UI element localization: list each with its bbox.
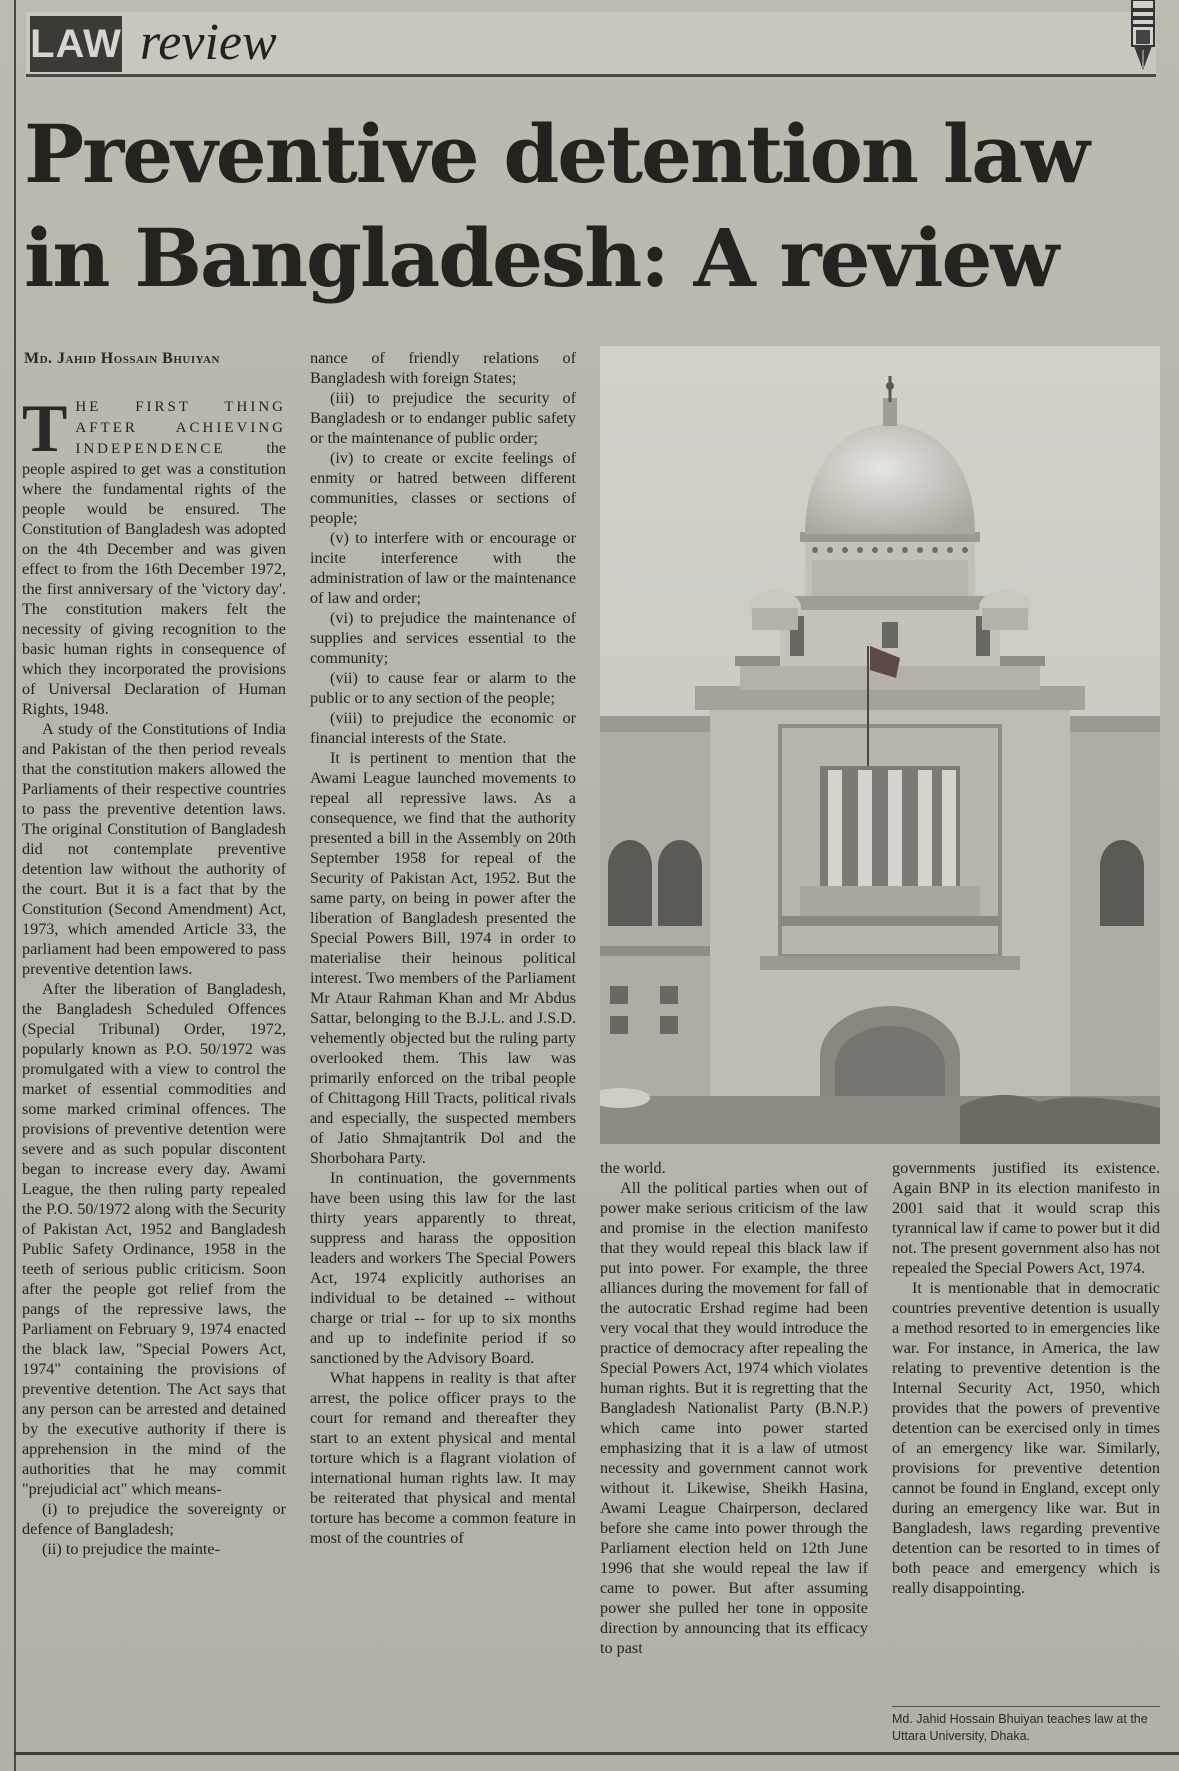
text-column-2 (310, 348, 576, 1548)
author-note: Md. Jahid Hossain Bhuiyan teaches law at the Uttara University, Dhaka. (892, 1706, 1160, 1745)
supreme-court-photo (600, 346, 1160, 1144)
lead-rest: the people aspired to get was a constitution where the fundamental rights of the people would be ensured. The Constitution of Bangladesh was adopted on the 4th December and was given effect to from the 16th December 1972, the first anniversary of the 'victory day'. The constitution makers felt the necessity of giving recognition to the basic human rights in consequence of which they incorporated the provisions of Universal Declaration of Human Rights, 1948. (22, 439, 286, 718)
bottom-rule (14, 1752, 1179, 1755)
paragraph: It is mentionable that in democratic countries preventive detention is usually a method resorted to in emergencies like war. For instance, in America, the law relating to preventive detention is the Internal Security Act, 1950, which provides that the powers of preventive detention can be exercised only in times of an emergency like war. Similarly, provisions for preventive detention cannot be found in England, except only during an emergency like war. But in Bangladesh, laws regarding preventive detention can be resorted to in times of both peace and emergency which is really disappointing. (892, 1279, 1160, 1597)
section-word: review (140, 14, 277, 71)
text-column-3 (600, 1158, 868, 1658)
left-column-rule (14, 0, 16, 1771)
lead-words: HE FIRST THING AFTER ACHIEVING INDEPENDENCE (75, 399, 286, 457)
list-item: (iii) to prejudice the security of Bangladesh or to endanger public safety or the maintenance of public order; (310, 389, 576, 447)
drop-cap: T (22, 390, 68, 466)
list-item-continued: nance of friendly relations of Bangladesh with foreign States; (310, 349, 576, 387)
paragraph: In continuation, the governments have been using this law for the last thirty years apparently to threat, suppress and harass the opposition leaders and workers The Special Powers Act, 1974 explicitly authorises an individual to be detained -- without charge or trial -- for up to six months and up to indefinite period if so sanctioned by the Advisory Board. (310, 1169, 576, 1367)
article-headline: Preventive detention law in Bangladesh: A review (24, 107, 1088, 305)
building-illustration (600, 346, 1160, 1144)
paragraph-continued: governments justified its existence. Again BNP in its election manifesto in 2001 said that it would scrap this tyrannical law if came to power but it did not. The present government also has not repealed the Special Powers Act, 1974. (892, 1159, 1160, 1277)
fountain-pen-icon (1124, 0, 1162, 72)
list-item: (v) to interfere with or encourage or incite interference with the administration of law or the maintenance of law and order; (310, 529, 576, 607)
list-item: (vi) to prejudice the maintenance of supplies and services essential to the community; (310, 609, 576, 667)
lead-paragraph (22, 390, 286, 719)
paragraph-continued: the world. (600, 1159, 666, 1177)
paragraph: A study of the Constitutions of India and Pakistan of the then period reveals that the constitution makers allowed the Parliaments of their respective countries to pass the preventive detention laws. The original Constitution of Bangladesh did not contemplate preventive detention law without the authority of the court. But it is a fact that by the Constitution (Second Amendment) Act, 1973, which amended Article 33, the parliament had been empowered to pass preventive detention laws. (22, 720, 286, 978)
text-column-1 (22, 390, 286, 1559)
paragraph: All the political parties when out of power make serious criticism of the law and promise in the election manifesto that they would repeal this black law if put into power. For example, the three alliances during the movement for fall of the autocratic Ershad regime had been very vocal that they would introduce the practice of democracy after repealing the Special Powers Act, 1974 which violates human rights. But it is regretting that the Bangladesh Nationalist Party (B.N.P.) which came into power started emphasizing that it is a law of utmost necessity and government cannot work without it. Likewise, Sheikh Hasina, Awami League Chairperson, declared before she came into power through the Parliament election held on 12th June 1996 that she would repeal the law if came to power. But after assuming power she pulled her tone in opposite direction by announcing that its efficacy to past (600, 1179, 868, 1657)
list-item: (ii) to prejudice the mainte- (42, 1540, 220, 1558)
list-item: (iv) to create or excite feelings of enmity or hatred between different communities, classes or sections of people; (310, 449, 576, 527)
byline: Md. Jahid Hossain Bhuiyan (24, 350, 220, 367)
paragraph: It is pertinent to mention that the Awami League launched movements to repeal all repressive laws. As a consequence, we find that the authority presented a bill in the Assembly on 20th September 1958 for repeal of the Security of Pakistan Act, 1952. But the same party, on being in power after the liberation of Bangladesh presented the Special Powers Bill, 1974 in order to materialise their heinous political interest. Two members of the Parliament Mr Ataur Rahman Khan and Mr Abdus Sattar, belonging to the B.J.L. and J.S.D. vehemently objected but the ruling party overlooked them. This law was primarily enforced on the tribal people of Chittagong Hill Tracts, political rivals and especially, the suspected members of Jatio Shmajtantrik Dol and the Shorbohara Party. (310, 749, 576, 1167)
section-tag: LAW (30, 16, 122, 72)
list-item: (i) to prejudice the sovereignty or defence of Bangladesh; (22, 1500, 286, 1538)
paragraph: What happens in reality is that after arrest, the police officer prays to the court for remand and thereafter they start to an extent physical and mental torture which is a flagrant violation of international human rights law. It may be reiterated that physical and mental torture has become a common feature in most of the countries of (310, 1369, 576, 1547)
paragraph: After the liberation of Bangladesh, the Bangladesh Scheduled Offences (Special Tribunal) Order, 1972, popularly known as P.O. 50/1972 was promulgated with a view to control the market of essential commodities and some marked criminal offences. The provisions of preventive detention were severe and as such popular discontent began to increase every day. Awami League, the then ruling party repealed the P.O. 50/1972 along with the Security of Pakistan Act, 1952 and Bangladesh Public Safety Ordinance, 1958 in the teeth of serious public criticism. Soon after the people got relief from the pangs of the repressive laws, the Parliament on February 9, 1974 enacted the black law, "Special Powers Act, 1974" containing the provisions of preventive detention. The Act says that any person can be arrested and detained by the executive authority if there is apprehension in the mind of the authorities that he may commit "prejudicial act" which means- (22, 980, 286, 1498)
text-column-4 (892, 1158, 1160, 1598)
list-item: (vii) to cause fear or alarm to the public or to any section of the people; (310, 669, 576, 707)
list-item: (viii) to prejudice the economic or financial interests of the State. (310, 709, 576, 747)
